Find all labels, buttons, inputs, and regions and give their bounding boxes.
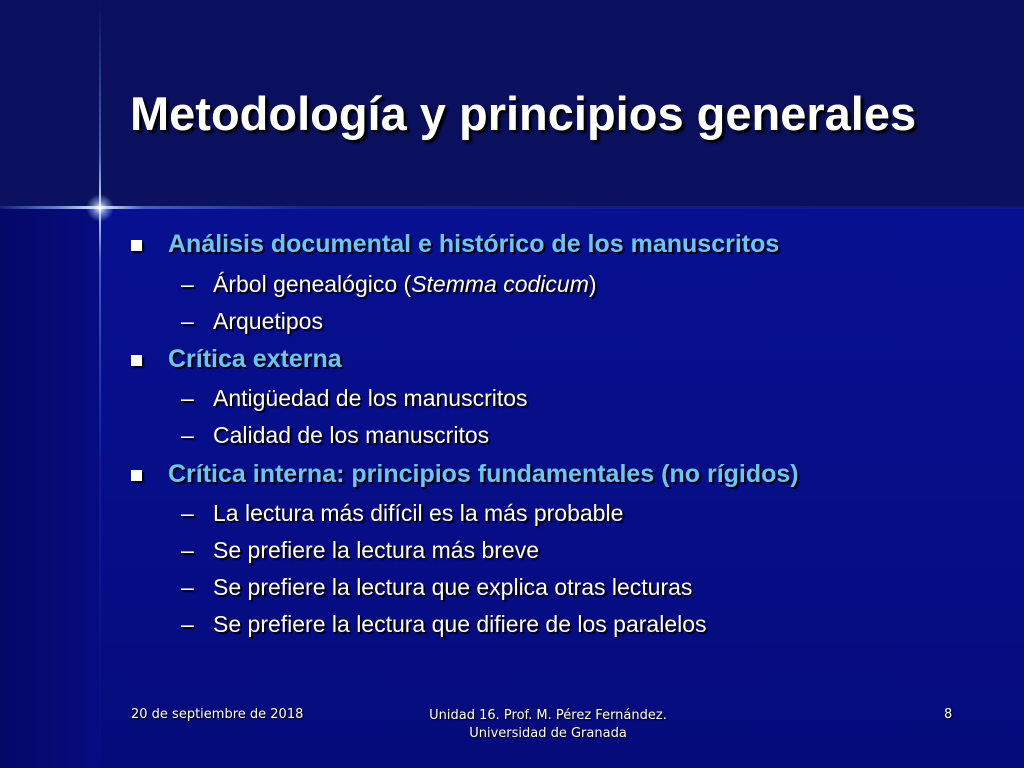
square-bullet-icon xyxy=(131,355,142,366)
sub-bullet-item: Calidad de los manuscritos xyxy=(213,422,490,448)
dash-bullet-icon: – xyxy=(181,422,194,448)
bullet-item: Crítica externa xyxy=(168,345,342,373)
sparkle-horizontal-ray xyxy=(0,206,1024,209)
footer-date: 20 de septiembre de 2018 xyxy=(131,707,304,722)
bullet-item: Análisis documental e histórico de los manuscritos xyxy=(168,230,780,258)
footer-center-line: Universidad de Granada xyxy=(469,726,627,741)
sub-bullet-item: Se prefiere la lectura más breve xyxy=(213,537,539,563)
dash-bullet-icon: – xyxy=(181,271,194,297)
page-number: 8 xyxy=(944,707,953,722)
dash-bullet-icon: – xyxy=(181,308,194,334)
left-margin-background xyxy=(0,208,100,768)
dash-bullet-icon: – xyxy=(181,537,194,563)
dash-bullet-icon: – xyxy=(181,611,194,637)
sub-bullet-item: Se prefiere la lectura que explica otras lecturas xyxy=(213,574,693,600)
sub-bullet-item: Antigüedad de los manuscritos xyxy=(213,385,528,411)
sparkle-vertical-ray xyxy=(99,0,101,768)
dash-bullet-icon: – xyxy=(181,385,194,411)
sub-bullet-text: Árbol genealógico ( xyxy=(213,271,412,297)
slide-title: Metodología y principios generales xyxy=(130,87,917,140)
dash-bullet-icon: – xyxy=(181,574,194,600)
footer-center-line: Unidad 16. Prof. M. Pérez Fernández. xyxy=(429,708,667,723)
sparkle-star-icon xyxy=(86,194,114,222)
sub-bullet-item: Arquetipos xyxy=(213,308,323,334)
dash-bullet-icon: – xyxy=(181,500,194,526)
footer-center xyxy=(398,707,698,743)
sub-bullet-item: Se prefiere la lectura que difiere de los paralelos xyxy=(213,611,707,637)
sub-bullet-text: ) xyxy=(588,271,597,297)
sub-bullet-item: La lectura más difícil es la más probable xyxy=(213,500,624,526)
square-bullet-icon xyxy=(131,470,142,481)
square-bullet-icon xyxy=(131,240,142,251)
sub-bullet-item xyxy=(213,271,597,298)
latin-term: Stemma codicum xyxy=(411,271,589,297)
bullet-item: Crítica interna: principios fundamentales (no rígidos) xyxy=(168,460,799,488)
